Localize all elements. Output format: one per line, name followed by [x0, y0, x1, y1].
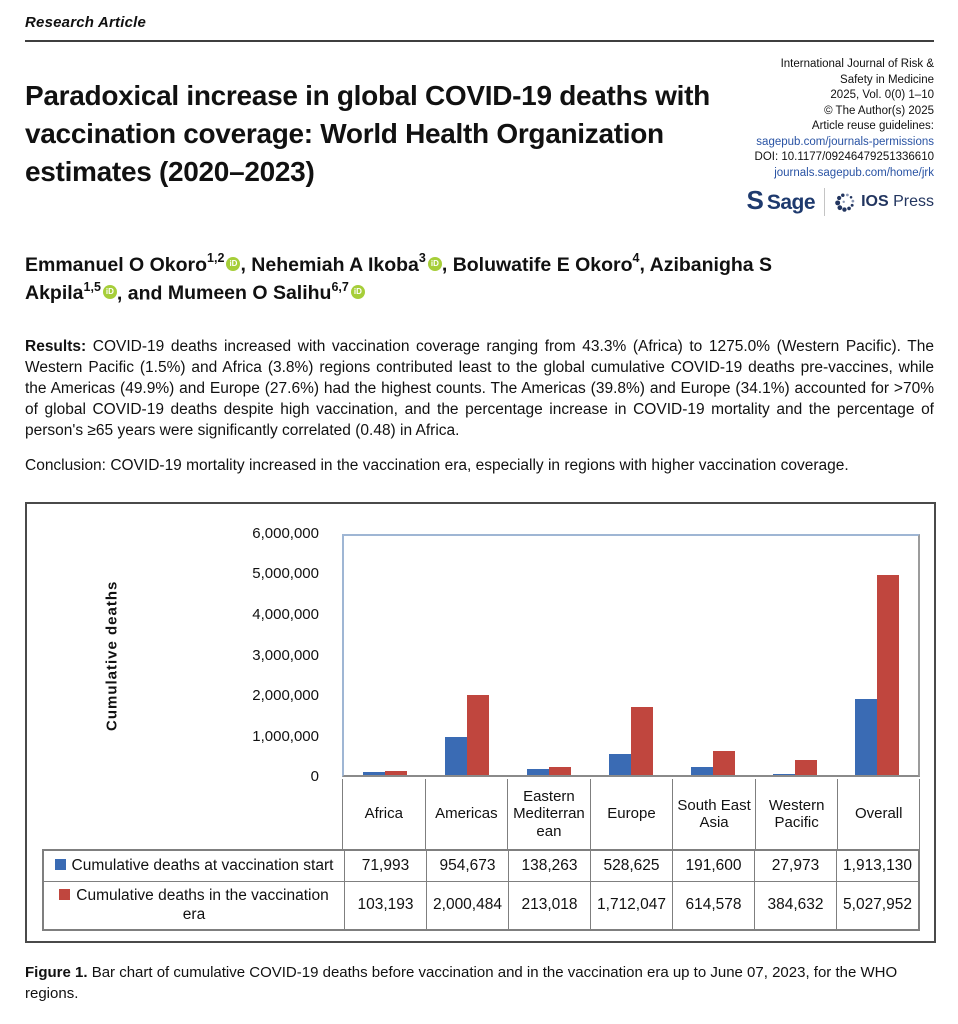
- author: Nehemiah A Ikoba$^3$ iD: [251, 254, 442, 276]
- copyright-line: © The Author(s) 2025: [824, 104, 934, 117]
- bar-group: [754, 536, 836, 775]
- conclusion-paragraph: [25, 455, 934, 476]
- table-value-cell: 27,973: [754, 851, 836, 881]
- bar: [549, 767, 571, 775]
- publisher-logos: [718, 185, 934, 216]
- y-tick-label: 0: [310, 768, 319, 785]
- y-tick-label: 3,000,000: [252, 647, 319, 664]
- table-value-cell: 71,993: [344, 851, 426, 881]
- y-tick-label: 2,000,000: [252, 687, 319, 704]
- table-value-cell: 1,913,130: [836, 851, 918, 881]
- journal-name-line2: Safety in Medicine: [840, 73, 934, 86]
- author-list: Emmanuel O Okoro$^{1,2}$ iD , Nehemiah A Ikoba$^3$ iD , Boluwatife E Okoro$^4$, Azibanigha S Akpila$^{1,5}$ iD , and Mumeen O Salihu$^{6,7}$ iD: [25, 251, 773, 305]
- legend-color-swatch: [55, 859, 66, 870]
- legend-cell: [44, 881, 344, 929]
- conclusion-text: COVID-19 mortality increased in the vaccination era, especially in regions with higher vaccination coverage.: [110, 456, 849, 474]
- orcid-icon[interactable]: iD: [351, 285, 365, 299]
- y-tick-label: 5,000,000: [252, 565, 319, 582]
- orcid-icon[interactable]: iD: [103, 285, 117, 299]
- ios-press-logo: [834, 191, 934, 213]
- permissions-link[interactable]: sagepub.com/journals-permissions: [756, 135, 934, 148]
- article-type-label: Research Article: [25, 14, 147, 31]
- figure-1: [25, 502, 936, 943]
- reuse-guidelines-label: Article reuse guidelines:: [811, 120, 934, 132]
- journal-home-link[interactable]: journals.sagepub.com/home/jrk: [774, 166, 934, 179]
- bar-group: [672, 536, 754, 775]
- page-title: Paradoxical increase in global COVID-19 deaths with vaccination coverage: World Health Organization estimates (2020–2023): [25, 80, 710, 188]
- ios-press-wordmark: IOS Press: [861, 193, 934, 211]
- bar-group: [836, 536, 918, 775]
- journal-info: [718, 57, 934, 216]
- ios-press-dots-icon: [834, 191, 856, 213]
- table-value-cell: 1,712,047: [590, 881, 672, 929]
- bar: [467, 695, 489, 775]
- header-row: [25, 57, 934, 216]
- sage-logo: [746, 185, 816, 216]
- chart-data-table: [42, 849, 920, 931]
- table-value-cell: 954,673: [426, 851, 508, 881]
- figure-caption-label: Figure 1.: [25, 964, 88, 981]
- y-tick-label: 1,000,000: [252, 728, 319, 745]
- y-axis-ticks: [167, 525, 329, 785]
- journal-volume: 2025, Vol. 0(0) 1–10: [830, 89, 934, 101]
- doi-line: DOI: 10.1177/09246479251336610: [754, 151, 934, 163]
- bar-group: [344, 536, 426, 775]
- figure-caption: [25, 963, 934, 1004]
- conclusion-label: Conclusion:: [25, 456, 106, 474]
- orcid-icon[interactable]: iD: [428, 257, 442, 271]
- header-rule: [25, 40, 934, 42]
- table-value-cell: 528,625: [590, 851, 672, 881]
- bar: [795, 760, 817, 775]
- author: Emmanuel O Okoro$^{1,2}$ iD: [25, 254, 240, 276]
- bar-group: [508, 536, 590, 775]
- legend-label: Cumulative deaths in the vaccination era: [47, 887, 341, 924]
- bar: [445, 737, 467, 775]
- bar-chart-plot-area: [342, 534, 920, 777]
- table-value-cell: 614,578: [672, 881, 754, 929]
- bar: [609, 754, 631, 775]
- table-value-cell: 191,600: [672, 851, 754, 881]
- y-tick-label: 6,000,000: [252, 525, 319, 542]
- y-tick-label: 4,000,000: [252, 606, 319, 623]
- category-label: Eastern Mediterranean: [507, 779, 590, 849]
- figure-caption-text: Bar chart of cumulative COVID-19 deaths before vaccination and in the vaccination era up to June 07, 2023, for the WHO regions.: [25, 964, 898, 1002]
- table-value-cell: 213,018: [508, 881, 590, 929]
- author-affiliation-superscript: 6,7: [331, 279, 349, 294]
- category-label: Western Pacific: [755, 779, 838, 849]
- bar: [385, 771, 407, 775]
- orcid-icon[interactable]: iD: [226, 257, 240, 271]
- results-text: COVID-19 deaths increased with vaccination coverage ranging from 43.3% (Africa) to 1275.0% (Western Pacific). The Western Pacific (1.5%) and Africa (3.8%) regions contributed least to the global cumulative COVID-19 deaths pre-vaccines, while the Americas (49.9%) and Europe (27.6%) had the highest counts. The Americas (39.8%) and Europe (34.1%) accounted for >70% of global COVID-19 deaths despite high vaccination, and the percentage increase in COVID-19 mortality and the percentage of person's ≥65 years were significantly correlated (0.48) in Africa.: [25, 337, 934, 439]
- category-label: Overall: [837, 779, 920, 849]
- bar-group: [426, 536, 508, 775]
- author: Mumeen O Salihu$^{6,7}$ iD: [168, 282, 365, 304]
- table-value-cell: 384,632: [754, 881, 836, 929]
- author: Azibanigha S Akpila$^{1,5}$ iD: [25, 253, 773, 305]
- author-affiliation-superscript: 4: [632, 251, 640, 265]
- author-affiliation-superscript: 1,2: [207, 251, 225, 265]
- bar: [631, 707, 653, 775]
- bar: [877, 575, 899, 775]
- y-axis-title: Cumulative deaths: [103, 580, 121, 731]
- bar: [691, 767, 713, 775]
- author-affiliation-superscript: 3: [418, 251, 426, 265]
- results-paragraph: [25, 336, 934, 441]
- bar: [773, 774, 795, 775]
- x-axis-category-row: [342, 779, 920, 849]
- category-label: Africa: [342, 779, 425, 849]
- sage-s-icon: S: [746, 185, 764, 216]
- table-value-cell: 2,000,484: [426, 881, 508, 929]
- table-value-cell: 5,027,952: [836, 881, 918, 929]
- legend-color-swatch: [59, 889, 70, 900]
- bar: [363, 772, 385, 775]
- bar-group: [590, 536, 672, 775]
- category-label: Europe: [590, 779, 673, 849]
- table-value-cell: 103,193: [344, 881, 426, 929]
- bar: [713, 751, 735, 775]
- logo-divider: [824, 188, 825, 216]
- results-label: Results:: [25, 337, 87, 355]
- legend-label: Cumulative deaths at vaccination start: [55, 857, 334, 876]
- author: Boluwatife E Okoro$^4$: [452, 251, 640, 276]
- journal-name-line1: International Journal of Risk &: [780, 58, 934, 70]
- author-affiliation-superscript: 1,5: [83, 279, 101, 294]
- sage-wordmark: Sage: [766, 191, 816, 215]
- category-label: Americas: [425, 779, 508, 849]
- category-label: South East Asia: [672, 779, 755, 849]
- legend-cell: [44, 851, 344, 881]
- bar: [527, 769, 549, 775]
- bar: [855, 699, 877, 775]
- table-value-cell: 138,263: [508, 851, 590, 881]
